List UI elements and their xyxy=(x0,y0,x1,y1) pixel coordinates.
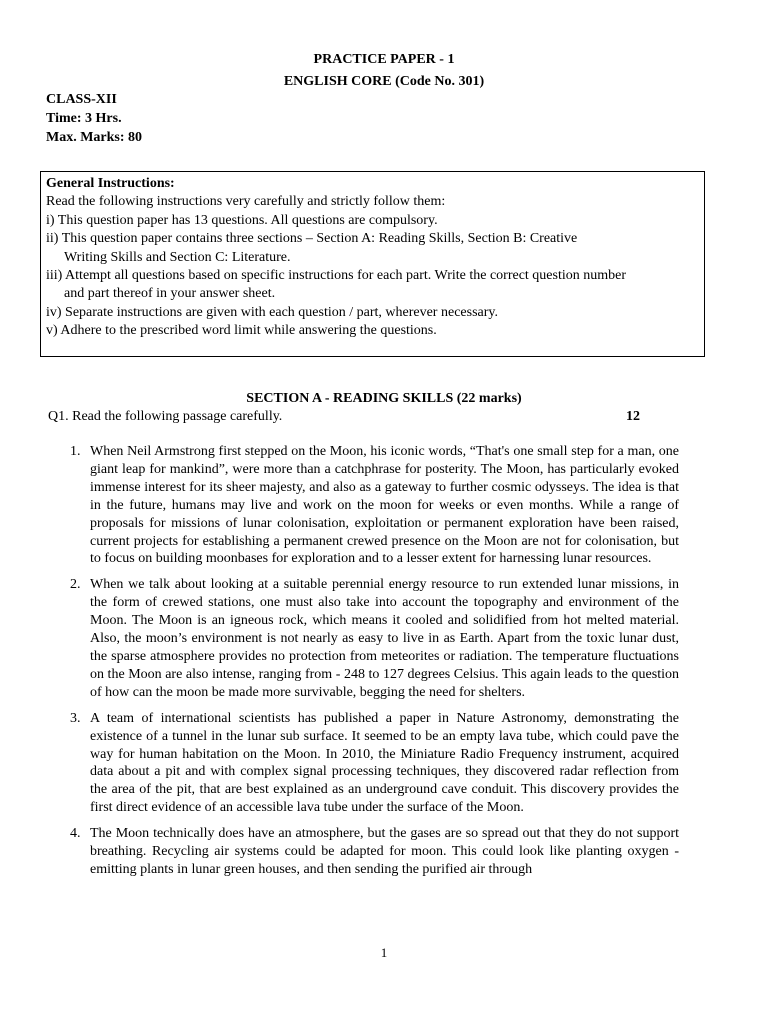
section-a-heading: SECTION A - READING SKILLS (22 marks) xyxy=(246,391,522,406)
instruction-line: i) This question paper has 13 questions. All questions are compulsory. xyxy=(46,212,438,228)
instruction-line: iii) Attempt all questions based on specific instructions for each part. Write the correct question number xyxy=(46,268,627,284)
paragraph-number: 4. xyxy=(70,826,81,842)
passage-paragraph xyxy=(70,576,679,701)
question-marks: 12 xyxy=(626,409,640,424)
paragraph-text: When we talk about looking at a suitable perennial energy resource to run extended lunar missions, in the form of crewed stations, one must also take into account the topography and environment of the Moon. The Moon is an igneous rock, which means it cooled and solidified from hot melted material. Also, the moon’s environment is not nearly as easy to live in as Earth. Apart from the toxic lunar dust, the sparse atmosphere provides no protection from meteorites or radiation. The temperature fluctuations on the Moon are also intense, ranging from - 248 to 127 degrees Celsius. This again leads to the question of how can the moon be made more survivable, begging the need for shelters. xyxy=(90,577,679,700)
instruction-line: Writing Skills and Section C: Literature. xyxy=(64,249,291,265)
passage xyxy=(70,443,679,887)
paragraph-number: 1. xyxy=(70,444,81,459)
question-row xyxy=(48,408,640,426)
instruction-line: Read the following instructions very carefully and strictly follow them: xyxy=(46,194,446,210)
general-instructions-box xyxy=(40,171,705,357)
paper-title: PRACTICE PAPER - 1 xyxy=(313,52,455,67)
passage-paragraph xyxy=(70,825,679,879)
max-marks-label: Max. Marks: 80 xyxy=(46,130,143,145)
paragraph-text: A team of international scientists has published a paper in Nature Astronomy, demonstrating the existence of a tunnel in the lunar sub surface. It seemed to be an empty lava tube, which could pave the way for human habitation on the Moon. In 2010, the Miniature Radio Frequency instrument, acquired data about a pit and with complex signal processing techniques, they discovered radar reflection from the area of the pit, that are best explained as an underground cave conduit. This discovery provides the first direct evidence of an accessible lava tube under the surface of the Moon. xyxy=(90,710,679,816)
paragraph-number: 2. xyxy=(70,577,81,593)
paragraph-text: The Moon technically does have an atmosphere, but the gases are so spread out that they do not support breathing. Recycling air systems could be adapted for moon. This could look like planting oxygen - emitting plants in lunar green houses, and then sending the purified air through xyxy=(90,826,679,877)
question-text: Q1. Read the following passage carefully. xyxy=(48,409,283,424)
time-label: Time: 3 Hrs. xyxy=(46,111,122,126)
instructions-heading: General Instructions: xyxy=(46,176,175,191)
class-label: CLASS-XII xyxy=(46,92,117,107)
instruction-line: iv) Separate instructions are given with each question / part, wherever necessary. xyxy=(46,304,498,320)
paper-subject: ENGLISH CORE (Code No. 301) xyxy=(283,74,485,89)
instruction-line: ii) This question paper contains three sections – Section A: Reading Skills, Section B: Creative xyxy=(46,231,578,247)
passage-paragraph xyxy=(70,710,679,817)
paragraph-number: 3. xyxy=(70,710,81,726)
page-number: 1 xyxy=(380,945,388,960)
passage-paragraph xyxy=(70,443,679,568)
paragraph-text: When Neil Armstrong first stepped on the Moon, his iconic words, “That's one small step for a man, one giant leap for mankind”, were more than a catchphrase for posterity. The Moon, has particularly evoked immense interest for its sheer majesty, and also as a gateway to further cosmic odysseys. The idea is that in the future, humans may live and work on the moon for weeks or even months. While a range of proposals for missions of lunar colonisation, exploitation or permanent exploration have been raised, current projects for establishing a permanent crewed presence on the Moon are not for colonisation, but to focus on building moonbases for exploration and to a lesser extent for harnessing lunar resources. xyxy=(90,444,679,567)
instruction-line: v) Adhere to the prescribed word limit while answering the questions. xyxy=(46,323,437,339)
instruction-line: and part thereof in your answer sheet. xyxy=(64,286,276,302)
